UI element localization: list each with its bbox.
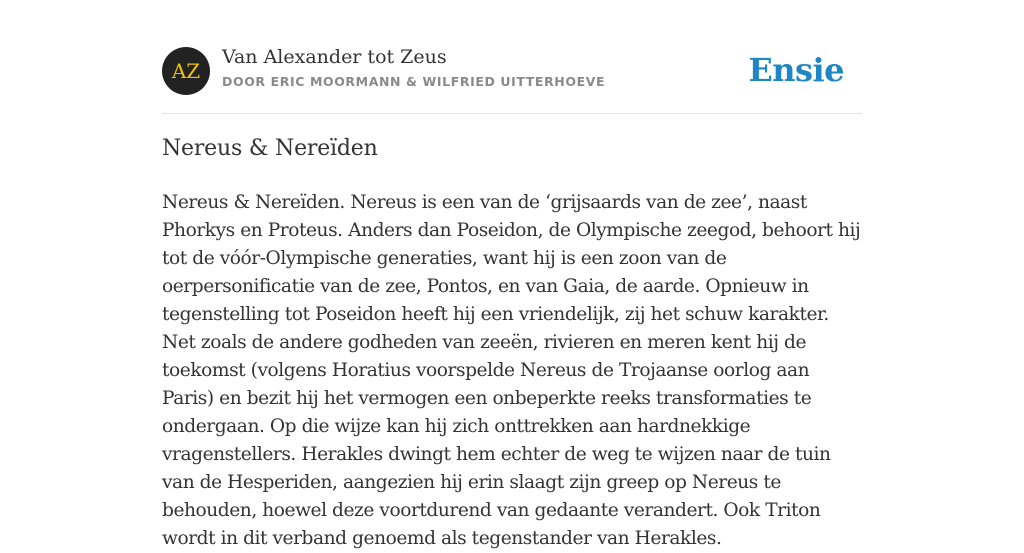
book-header (162, 46, 862, 96)
entry-title: Nereus & Nereïden (162, 136, 378, 161)
entry-body: Nereus & Nereïden. Nereus is een van de ‘grijsaards van de zee’, naast Phorkys en Proteus. Anders dan Poseidon, de Olympische zeegod, behoort hij tot de vóór-Olympische generaties, want hij is een zoon van de oerpersonificatie van de zee, Pontos, en van Gaia, de aarde. Opnieuw in tegenstelling tot Poseidon heeft hij een vriendelijk, zij het schuw karakter. Net zoals de andere godheden van zeeën, rivieren en meren kent hij de toekomst (volgens Horatius voorspelde Nereus de Trojaanse oorlog aan Paris) en bezit hij het vermogen een onbeperkte reeks transformaties te ondergaan. Op die wijze kan hij zich onttrekken aan hardnekkige vragenstellers. Herakles dwingt hem echter de weg te wijzen naar de tuin van de Hesperiden, aangezien hij erin slaagt zijn greep op Nereus te behouden, hoewel deze voortdurend van gedaante verandert. Ook Triton wordt in dit verband genoemd als tegenstander van Herakles. (162, 192, 861, 549)
ensie-logo[interactable]: Ensie (748, 51, 844, 89)
header-divider (162, 113, 862, 114)
book-authors: DOOR ERIC MOORMANN & WILFRIED UITTERHOEVE (222, 74, 606, 89)
book-title[interactable]: Van Alexander tot Zeus (222, 46, 447, 68)
book-avatar: AZ (162, 47, 210, 95)
